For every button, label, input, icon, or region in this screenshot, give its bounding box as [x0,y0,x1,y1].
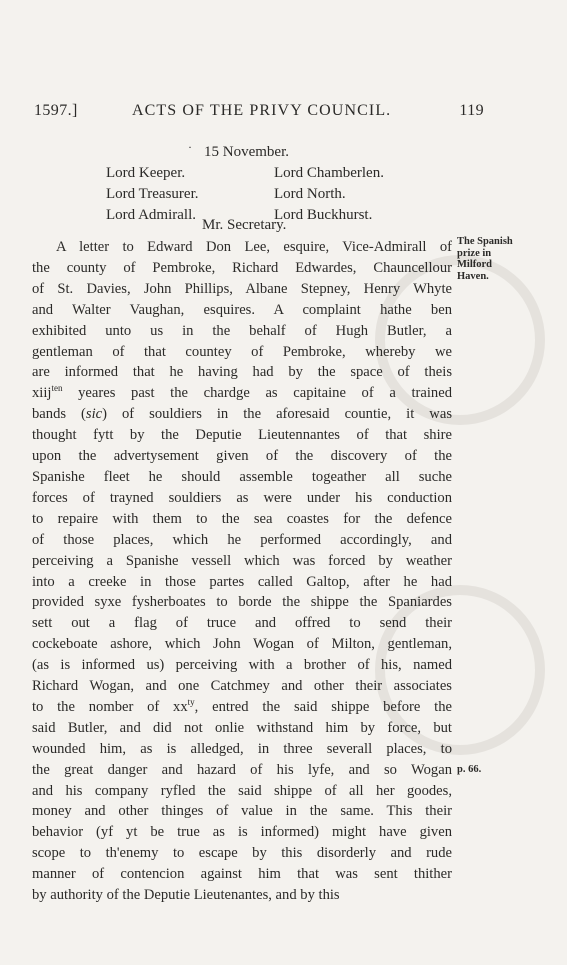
text-line: provided syxe fysherboates to borde the shippe the Spaniardes [32,594,452,611]
text-line: A letter to Edward Don Lee, esquire, Vice-Admirall of [56,239,452,255]
margin-note [457,236,537,282]
margin-note-line: prize in [457,247,492,259]
text-line: Spanishe fleet he should assemble togeather all suche [32,468,452,485]
text-line: are informed that he having had by the space of theis [32,364,452,381]
attendees-left-column [106,163,199,226]
text-line: cockeboate ashore, which John Wogan of Milton, gentleman, [32,636,452,653]
text-line: thought fytt by the Deputie Lieutennantes of that shire [32,427,452,444]
page-number: 119 [459,102,484,119]
text-line: upon the advertysement given of the discovery of the [32,448,452,465]
text-line: by authority of the Deputie Lieutenantes, and by this [32,887,340,904]
margin-note-line: Milford [457,259,492,270]
text-line: of those places, which he performed accordingly, and [32,531,452,548]
text-line: and Walter Vaughan, esquires. A complaint hathe ben [32,301,452,318]
text-fragment: to the nomber of xx [32,698,188,715]
attendee: Lord Admirall. [106,207,196,223]
text-line: forces of trayned souldiers as were under his conduction [32,489,452,506]
text-fragment: yeares past the chardge as capitaine of a trained [62,385,452,402]
attendee: Lord Buckhurst. [274,207,373,223]
text-line [32,697,452,718]
text-line: the great danger and hazard of his lyfe, and so Wogan [32,761,452,778]
text-line: of St. Davies, John Phillips, Albane Stepney, Henry Whyte [32,280,452,297]
attendee: Lord North. [274,186,346,202]
attendee: Lord Chamberlen. [274,165,384,181]
text-line: exhibited unto us in the behalf of Hugh Butler, a [32,322,452,339]
superscript: ty [187,697,195,708]
text-line: the county of Pembroke, Richard Edwardes, Chauncellour [32,259,452,276]
text-line: said Butler, and did not onlie withstand him by force, but [32,719,452,736]
text-line: behavior (yf yt be true as is informed) might have given [32,824,452,841]
running-head-year: 1597.] [34,102,78,119]
text-line: perceiving a Spanishe vessell which was forced by weather [32,552,452,569]
session-date: 15 November. [204,144,289,160]
running-head [34,102,484,124]
text-fragment: ) of souldiers in the aforesaid countie, it was [102,406,452,423]
text-line: gentleman of that countey of Pembroke, whereby we [32,343,452,360]
text-fragment: , entred the said shippe before the [194,698,452,715]
text-line [32,383,452,404]
sic-annotation: sic [85,406,103,423]
text-line: to repaire with them to the sea coastes for the defence [32,510,452,527]
text-fragment: xiij [32,385,52,402]
margin-page-reference: p. 66. [457,764,482,775]
superscript: ten [51,383,63,394]
attendee: Lord Treasurer. [106,186,199,202]
text-line: and his company ryfled the said shippe of all her goodes, [32,782,452,799]
attendee: Lord Keeper. [106,165,186,181]
text-line: wounded him, as is alledged, in three severall places, to [32,740,452,757]
letter-body [32,237,452,906]
attendee-secretary: Mr. Secretary. [202,217,287,233]
text-line: scope to th'enemy to escape by this disorderly and rude [32,845,452,862]
running-head-title: ACTS OF THE PRIVY COUNCIL. [132,102,392,119]
margin-note-line: The Spanish [457,236,513,247]
attendees-right-column [274,163,384,226]
text-line [32,404,452,425]
text-line: (as is informed us) perceiving with a brother of his, named [32,657,452,674]
text-line: Richard Wogan, and one Catchmey and other their associates [32,678,452,695]
text-line: sett out a flag of truce and offred to send their [32,615,452,632]
margin-note-line: Haven. [457,270,489,282]
text-line: money and other thinges of value in the same. This their [32,803,452,820]
text-line: manner of contencion against him that was sent thither [32,866,452,883]
text-fragment: bands ( [32,406,86,423]
text-line: into a creeke in those partes called Galtop, after he had [32,573,452,590]
date-mark: · [188,140,192,154]
